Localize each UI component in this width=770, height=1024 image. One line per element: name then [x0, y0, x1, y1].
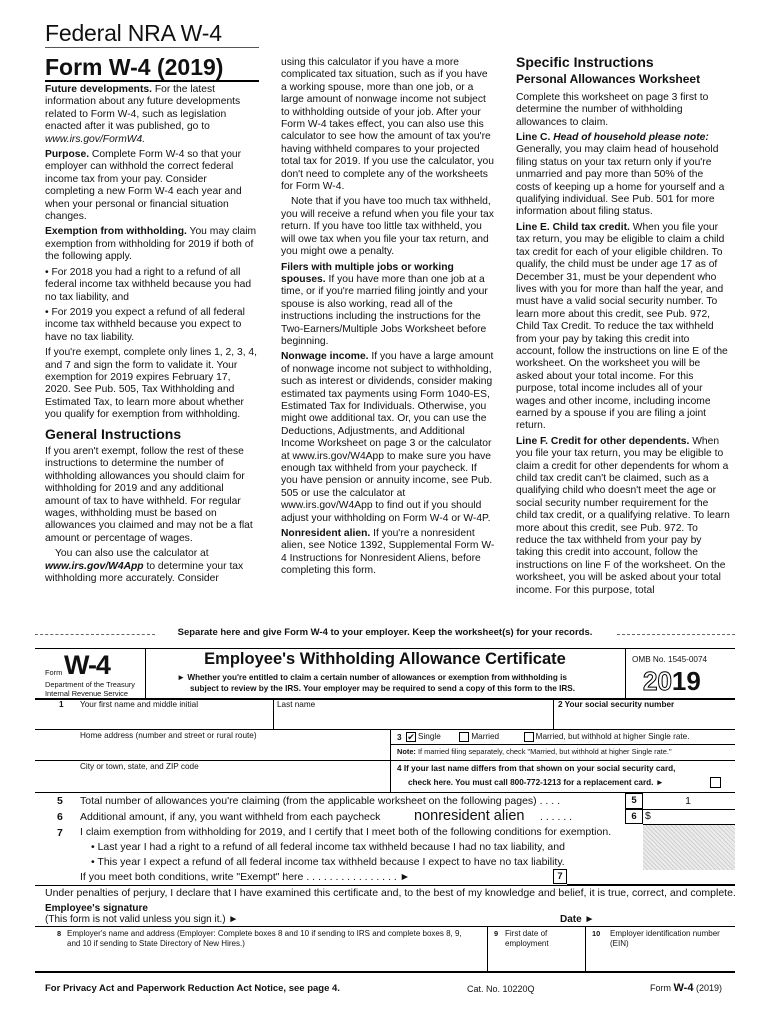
cert-subtitle-2: subject to review by the IRS. Your employer may be required to send a copy of this form to the IRS. [190, 684, 576, 693]
city-label: City or town, state, and ZIP code [80, 762, 199, 771]
line-6-text: Additional amount, if any, you want withheld from each paycheck [80, 811, 381, 823]
calculator-pre: You can also use the calculator at [55, 548, 209, 560]
future-link[interactable]: www.irs.gov/FormW4. [45, 133, 146, 145]
nonwage-heading: Nonwage income. [281, 351, 369, 363]
future-heading: Future developments. [45, 84, 152, 95]
first-date-input[interactable] [494, 950, 579, 968]
line-7-box-label: 7 [553, 869, 567, 884]
certificate-title: Employee's Withholding Allowance Certificate [204, 650, 566, 668]
line-7-shaded-area [643, 825, 735, 870]
cert-rule-3 [35, 760, 735, 761]
line-3-rule [390, 744, 735, 745]
date-input[interactable] [600, 910, 730, 925]
future-text: For the latest information about any future developments related to Form W-4, such as legislation enacted after it was published, go to [45, 84, 241, 133]
calculator-paragraph: using this calculator if you have a more complicated tax situation, such as if you have a working spouse, more than one job, or a large amount of nonwage income not subject to withholding outside of your job. After your Form W-4 takes effect, you can also use this calculator to see how the amount of tax you're having withheld compares to your projected total tax for 2019. If you use the calculator, you don't need to complete any of the worksheets for Form W-4. [281, 57, 494, 193]
ssn-divider [553, 699, 554, 729]
instructions-column-1 [45, 84, 259, 588]
calculator-link[interactable]: www.irs.gov/W4App [45, 560, 144, 572]
line-10-number: 10 [592, 929, 601, 938]
line-3-note: Note: If married filing separately, check "Married, but withhold at higher Single rate." [397, 747, 672, 756]
nonresident-heading: Nonresident alien. [281, 528, 371, 540]
exemption-bullet-1: • For 2018 you had a right to a refund of all federal income tax withheld because you had no tax liability, and [45, 266, 252, 303]
personal-allowances-heading: Personal Allowances Worksheet [516, 72, 701, 87]
filing-status-group [406, 732, 689, 742]
cert-rule-5 [35, 885, 735, 886]
name-divider [273, 699, 274, 729]
line-5-rule [643, 809, 735, 810]
line-c-italic: Head of household please note: [550, 132, 709, 144]
signature-heading: Employee's signature [45, 903, 148, 914]
line-f-text: When you file your tax return, you may be eligible to claim a credit for other dependents for whom a child tax credit can't be claimed, such as a qualifying child who doesn't meet the age or social security number requirement for the child tax credit, or a qualifying relative. To learn more about this credit, see Pub. 972. To reduce the tax withheld from your pay by taking this credit into account, follow the instructions on line F of the worksheet. On the worksheet, you will be asked about your total income. For this purpose, total [516, 435, 730, 596]
line-5-allowances-value[interactable]: 1 [685, 795, 691, 807]
line-6-box-label: 6 [625, 809, 643, 824]
line-6-handwritten-note: nonresident alien [414, 808, 525, 824]
ssn-label: 2 Your social security number [558, 700, 675, 709]
ein-input[interactable] [592, 950, 732, 968]
form-name: W-4 [64, 650, 110, 680]
line-e-heading: Line E. Child tax credit. [516, 221, 630, 233]
first-name-label: Your first name and middle initial [80, 700, 199, 709]
line-6-dots: . . . . . . [540, 811, 573, 823]
exemption-bullet-2: • For 2019 you expect a refund of all federal income tax withheld because you expect to have no tax liability. [45, 306, 245, 343]
married-higher-checkbox[interactable] [524, 732, 534, 742]
exemption-text: You may claim exemption from withholding for 2019 if both of the following apply. [45, 226, 257, 263]
footer-form-id: Form W-4 (2019) [650, 982, 722, 994]
personal-allowances-text: Complete this worksheet on page 3 first to determine the number of withholding allowances to claim. [516, 91, 709, 128]
city-input[interactable] [80, 773, 385, 789]
cert-divider-right [625, 648, 626, 698]
single-checkbox[interactable]: ✔ [407, 732, 415, 742]
form-title: Form W-4 (2019) [45, 54, 224, 80]
exemption-more-text: If you're exempt, complete only lines 1, 2, 3, 4, and 7 and sign the form to validate it. Your exemption for 2019 expires February 17, 2020. See Pub. 505, Tax Withholding and Estimated Tax, to learn more about whether you qualify for exemption from withholding. [45, 347, 258, 421]
purpose-text: Complete Form W-4 so that your employer can withhold the correct federal income tax from your pay. Consider completing a new Form W-4 each year and when your personal or financial situation changes. [45, 149, 242, 223]
instructions-column-2 [281, 57, 495, 581]
line-5-number: 5 [57, 795, 63, 807]
line-7-exempt-instruction: If you meet both conditions, write "Exempt" here . . . . . . . . . . . . . . . . ► [80, 871, 411, 883]
multiple-jobs-text: If you have more than one job at a time, or if you're married filing jointly and your spouse is also working, read all of the instructions including the instructions for the Two-Earners/Multiple Jobs Worksheet before beginning. [281, 273, 488, 347]
line-7-bullet-1: • Last year I had a right to a refund of all federal income tax withheld because I had no tax liability, and [91, 841, 565, 853]
title-underline [45, 47, 259, 48]
cert-subtitle-1: ► Whether you're entitled to claim a certain number of allowances or exemption from withholding is [177, 673, 567, 682]
line-9-text: First date of employment [505, 929, 549, 948]
nonwage-text: If you have a large amount of nonwage income not subject to withholding, such as interest or dividends, consider making estimated tax payments using Form 1040-ES, Estimated Tax for Individuals. Otherwise, you might owe additional tax. Or, you can use the Deductions, Adjustments, and Additional Income Worksheet on page 3 or the calculator at www.irs.gov/W4App to make sure you have enough tax withheld from your paycheck. If you have pension or annuity income, see Pub. 505 or use the calculator at www.irs.gov/W4App to find out if you should adjust your withholding on Form W-4 or W-4P. [281, 351, 494, 524]
single-label: Single [418, 732, 441, 742]
catalog-number: Cat. No. 10220Q [467, 984, 535, 994]
line-4-text-1: 4 If your last name differs from that shown on your social security card, [397, 764, 676, 773]
multiple-jobs-heading: Filers with multiple jobs or working spouses. [281, 261, 454, 285]
exemption-heading: Exemption from withholding. [45, 226, 187, 238]
line-5-text: Total number of allowances you're claiming (from the applicable worksheet on the following pages) . . . . [80, 795, 561, 807]
line-7-text: I claim exemption from withholding for 2019, and I certify that I meet both of the following conditions for exemption. [80, 826, 612, 838]
specific-instructions-heading: Specific Instructions [516, 54, 654, 70]
line-6-amount-value[interactable]: $ [645, 810, 651, 822]
last-name-label: Last name [277, 700, 316, 709]
separator-text: Separate here and give Form W-4 to your employer. Keep the worksheet(s) for your records. [177, 627, 593, 638]
line-e-text: When you file your tax return, you may be eligible to claim a child tax credit for each of your eligible children. To qualify, the child must be under age 17 as of December 31, must be your dependent who lives with you for more than half the year, and must have a valid social security number. To learn more about this credit, see Pub. 972, Child Tax Credit. To reduce the tax withheld from your pay by taking this credit into account, follow the instructions on line E of the worksheet. On the worksheet you will be asked about your total income. For this purpose, total income includes all of your wages and other income, including income earned by a spouse if you are filing a joint return. [516, 221, 728, 432]
line-9-number: 9 [494, 929, 499, 938]
line-10-text: Employer identification number (EIN) [610, 929, 720, 948]
dept-treasury: Department of the Treasury [45, 680, 135, 689]
cert-rule-6 [35, 926, 735, 927]
line-7-exempt-input[interactable] [567, 869, 735, 884]
note-paragraph: Note that if you have too much tax withheld, you will receive a refund when you file your tax return. If you have too little tax withheld, you will owe tax when you file your tax return, and you might owe a penalty. [281, 196, 494, 258]
calculator-post: to determine your tax withholding more accurately. Consider [45, 560, 244, 585]
line-5-box-label: 5 [625, 793, 643, 809]
omb-number: OMB No. 1545-0074 [632, 655, 708, 664]
handwritten-title: Federal NRA W-4 [45, 20, 222, 46]
married-higher-label: Married, but withhold at higher Single rate. [535, 732, 690, 742]
purpose-heading: Purpose. [45, 149, 90, 161]
line-c-text: Generally, you may claim head of household filing status on your tax return only if you're unmarried and pay more than 50% of the costs of keeping up a home for yourself and a qualifying individual. See Pub. 501 for more information about filing status. [516, 144, 725, 218]
married-label: Married [471, 732, 500, 742]
tax-year: 2019 [643, 666, 701, 696]
cert-rule-2 [35, 729, 735, 730]
line-9-divider [487, 926, 488, 971]
form-label: Form [45, 668, 63, 677]
line-4-text-2: check here. You must call 800-772-1213 for a replacement card. ► [408, 778, 664, 787]
cert-divider-left [145, 648, 146, 698]
general-instructions-text: If you aren't exempt, follow the rest of these instructions to determine the number of withholding allowances you should claim for withholding for 2019 and any additional amount of tax to have withheld. For regular wages, withholding must be based on allowances you claimed and may not be a flat amount or percentage of wages. [45, 445, 253, 544]
line-6-number: 6 [57, 811, 63, 823]
cert-top-rule [35, 648, 735, 649]
line-8-number: 8 [57, 929, 62, 938]
line-1-number: 1 [59, 700, 64, 709]
title-rule [45, 80, 259, 82]
line-7-bullet-2: • This year I expect a refund of all federal income tax withheld because I expect to have no tax liability. [91, 856, 565, 868]
married-checkbox[interactable] [459, 732, 469, 742]
first-name-input[interactable] [80, 710, 270, 726]
line-10-divider [585, 926, 586, 971]
line-f-heading: Line F. Credit for other dependents. [516, 435, 690, 447]
employer-name-input[interactable] [67, 950, 482, 968]
instructions-column-3 [516, 56, 730, 600]
last-name-input[interactable] [277, 710, 549, 726]
line-c-heading: Line C. [516, 132, 551, 144]
signature-input[interactable] [245, 908, 545, 924]
name-differs-checkbox[interactable] [710, 777, 721, 788]
home-address-label: Home address (number and street or rural route) [80, 731, 257, 740]
line-7-number: 7 [57, 827, 63, 839]
cert-bottom-rule [35, 971, 735, 973]
date-label: Date ► [560, 914, 595, 925]
home-address-input[interactable] [80, 742, 385, 758]
line-8-text: Employer's name and address (Employer: Complete boxes 8 and 10 if sending to IRS and complete boxes 8, 9, and 10 if sending to State Directory of New Hires.) [67, 929, 462, 948]
dept-irs: Internal Revenue Service [45, 689, 128, 698]
line-3-number: 3 [397, 733, 402, 742]
signature-subtext: (This form is not valid unless you sign it.) ► [45, 914, 239, 925]
general-instructions-heading: General Instructions [45, 425, 182, 442]
ssn-input[interactable] [558, 712, 728, 728]
privacy-notice: For Privacy Act and Paperwork Reduction Act Notice, see page 4. [45, 983, 340, 994]
perjury-statement: Under penalties of perjury, I declare that I have examined this certificate and, to the best of my knowledge and belief, it is true, correct, and complete. [45, 887, 736, 899]
nonresident-text: If you're a nonresident alien, see Notice 1392, Supplemental Form W-4 Instructions for Nonresident Aliens, before completing this form. [281, 528, 495, 577]
